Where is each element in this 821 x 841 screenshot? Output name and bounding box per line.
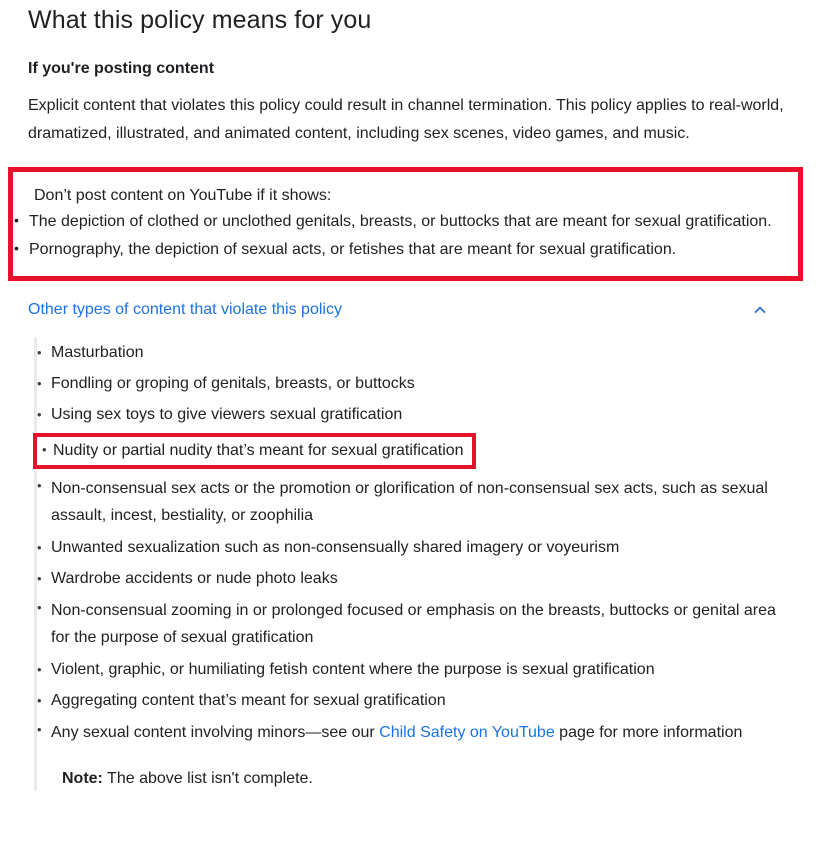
- list-item-highlighted: • Nudity or partial nudity that’s meant for sexual gratification: [33, 433, 476, 469]
- list-item: • Wardrobe accidents or nude photo leaks: [37, 563, 791, 594]
- note-label: Note:: [62, 770, 103, 787]
- section-paragraph: Explicit content that violates this policy could result in channel termination. This policy applies to real-world, dramatized, illustrated, and animated content, including sex scenes, video games, and music.: [28, 97, 784, 142]
- note-text: The above list isn't complete.: [102, 770, 313, 787]
- prohibited-content-callout: [8, 167, 803, 281]
- note-line: [37, 767, 821, 791]
- section-subheading: If you're posting content: [28, 60, 215, 77]
- list-item: • Non-consensual sex acts or the promotion or glorification of non-consensual sex acts, such as sexual assault, incest, bestiality, or zoophilia: [37, 472, 791, 532]
- list-item: • Violent, graphic, or humiliating fetish content where the purpose is sexual gratification: [37, 654, 791, 685]
- chevron-up-icon[interactable]: [749, 299, 771, 321]
- list-item: • Pornography, the depiction of sexual acts, or fetishes that are meant for sexual gratification.: [13, 236, 798, 263]
- expander-content: [34, 337, 821, 791]
- other-violations-expander: [0, 295, 821, 791]
- list-item-suffix: page for more information: [554, 724, 743, 741]
- list-item: • Masturbation: [37, 337, 791, 368]
- page-title: What this policy means for you: [28, 6, 372, 34]
- list-item: • Fondling or groping of genitals, breasts, or buttocks: [37, 368, 791, 399]
- child-safety-link[interactable]: Child Safety on YouTube: [379, 724, 555, 741]
- callout-list: [13, 208, 798, 263]
- list-item-with-link: [37, 716, 791, 749]
- list-item-prefix: Any sexual content involving minors—see our: [51, 724, 380, 741]
- list-item: • The depiction of clothed or unclothed genitals, breasts, or buttocks that are meant for sexual gratification.: [13, 208, 798, 235]
- violation-list: [37, 337, 821, 749]
- expander-toggle[interactable]: [28, 295, 793, 325]
- callout-lead-text: Don’t post content on YouTube if it shows:: [34, 187, 332, 204]
- list-item: • Non-consensual zooming in or prolonged focused or emphasis on the breasts, buttocks or genital area for the purpose of sexual gratification: [37, 594, 791, 654]
- expander-title[interactable]: Other types of content that violate this policy: [28, 301, 342, 318]
- list-item: • Aggregating content that’s meant for sexual gratification: [37, 685, 791, 716]
- list-item: • Unwanted sexualization such as non-consensually shared imagery or voyeurism: [37, 532, 791, 563]
- list-item: • Using sex toys to give viewers sexual gratification: [37, 399, 791, 430]
